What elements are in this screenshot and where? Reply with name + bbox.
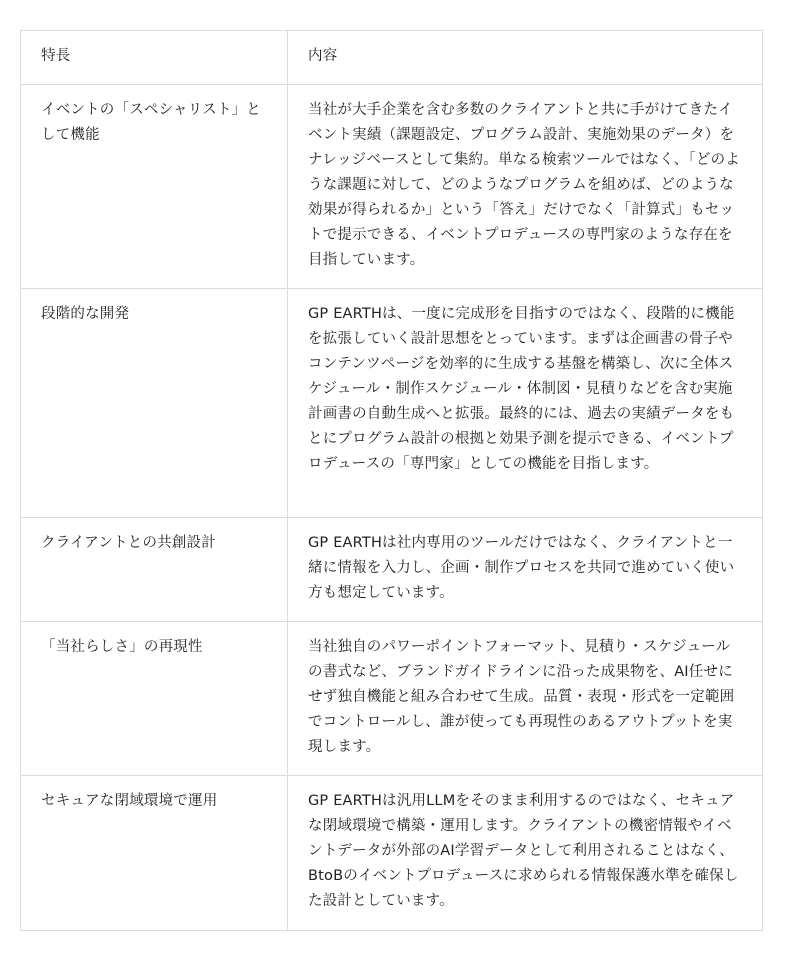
table-row bbox=[21, 289, 763, 518]
table-row bbox=[21, 776, 763, 931]
header-content: 内容 bbox=[288, 31, 763, 85]
features-table-container bbox=[20, 30, 762, 931]
table-row bbox=[21, 622, 763, 776]
table-header-row bbox=[21, 31, 763, 85]
content-cell: 当社が大手企業を含む多数のクライアントと共に手がけてきたイベント実績（課題設定、プログラム設計、実施効果のデータ）をナレッジベースとして集約。単なる検索ツールではなく、「どのような課題に対して、どのようなプログラムを組めば、どのような効果が得られるか」という「答え」だけでなく「計算式」もセットで提示できる、イベントプロデュースの専門家のような存在を目指しています。 bbox=[288, 85, 763, 289]
table-row bbox=[21, 518, 763, 622]
content-cell: GP EARTHは汎用LLMをそのまま利用するのではなく、セキュアな閉域環境で構築・運用します。クライアントの機密情報やイベントデータが外部のAI学習データとして利用されることはなく、BtoBのイベントプロデュースに求められる情報保護水準を確保した設計としています。 bbox=[288, 776, 763, 931]
features-table bbox=[20, 30, 763, 931]
feature-cell: イベントの「スペシャリスト」として機能 bbox=[21, 85, 288, 289]
feature-cell: クライアントとの共創設計 bbox=[21, 518, 288, 622]
table-row bbox=[21, 85, 763, 289]
feature-cell: セキュアな閉域環境で運用 bbox=[21, 776, 288, 931]
feature-cell: 段階的な開発 bbox=[21, 289, 288, 518]
header-feature: 特長 bbox=[21, 31, 288, 85]
content-cell: GP EARTHは、一度に完成形を目指すのではなく、段階的に機能を拡張していく設計思想をとっています。まずは企画書の骨子やコンテンツページを効率的に生成する基盤を構築し、次に全体スケジュール・制作スケジュール・体制図・見積りなどを含む実施計画書の自動生成へと拡張。最終的には、過去の実績データをもとにプログラム設計の根拠と効果予測を提示できる、イベントプロデュースの「専門家」としての機能を目指します。 bbox=[288, 289, 763, 518]
content-cell: 当社独自のパワーポイントフォーマット、見積り・スケジュールの書式など、ブランドガイドラインに沿った成果物を、AI任せにせず独自機能と組み合わせて生成。品質・表現・形式を一定範囲でコントロールし、誰が使っても再現性のあるアウトプットを実現します。 bbox=[288, 622, 763, 776]
feature-cell: 「当社らしさ」の再現性 bbox=[21, 622, 288, 776]
content-cell: GP EARTHは社内専用のツールだけではなく、クライアントと一緒に情報を入力し、企画・制作プロセスを共同で進めていく使い方も想定しています。 bbox=[288, 518, 763, 622]
